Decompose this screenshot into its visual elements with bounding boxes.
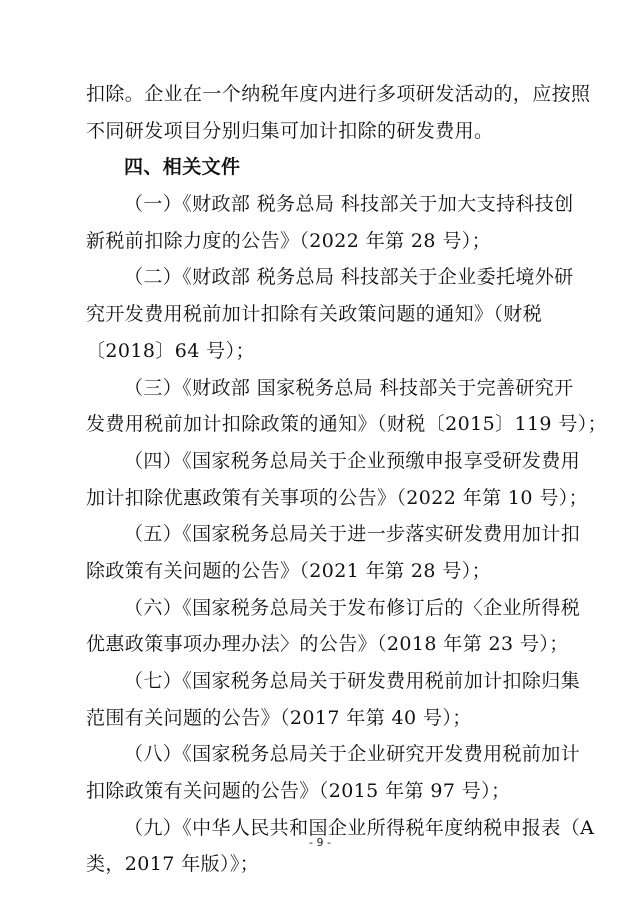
- document-item-6-line1: （六）《国家税务总局关于发布修订后的〈企业所得税: [124, 596, 581, 619]
- document-item-9-line1: （九）《中华人民共和国企业所得税年度纳税申报表（A: [124, 816, 595, 839]
- document-item-5-line1: （五）《国家税务总局关于进一步落实研发费用加计扣: [124, 523, 581, 546]
- document-item-2-line3: 〔2018〕64 号）；: [86, 339, 255, 362]
- document-item-8-line2: 扣除政策有关问题的公告》（2015 年第 97 号）；: [86, 780, 511, 803]
- page-number: - 9 -: [309, 836, 331, 849]
- intro-line: 不同研发项目分别归集可加计扣除的研发费用。: [86, 119, 494, 142]
- document-item-3-line1: （三）《财政部 国家税务总局 科技部关于完善研究开: [124, 376, 574, 399]
- document-item-1-line1: （一）《财政部 税务总局 科技部关于加大支持科技创: [124, 193, 574, 216]
- document-item-1-line2: 新税前扣除力度的公告》（2022 年第 28 号）；: [86, 229, 492, 252]
- document-item-7-line2: 范围有关问题的公告》（2017 年第 40 号）；: [86, 706, 472, 729]
- document-item-9-line2: 类，2017 年版）》；: [86, 853, 260, 876]
- section-heading: 四、相关文件: [124, 156, 241, 179]
- document-item-8-line1: （八）《国家税务总局关于企业研究开发费用税前加计: [124, 743, 581, 766]
- document-item-5-line2: 除政策有关问题的公告》（2021 年第 28 号）；: [86, 559, 492, 582]
- document-item-3-line2: 发费用税前加计扣除政策的通知》（财税〔2015〕119 号）；: [86, 413, 608, 436]
- document-item-4-line2: 加计扣除优惠政策有关事项的公告》（2022 年第 10 号）；: [86, 486, 589, 509]
- document-item-4-line1: （四）《国家税务总局关于企业预缴申报享受研发费用: [124, 449, 581, 472]
- document-item-7-line1: （七）《国家税务总局关于研发费用税前加计扣除归集: [124, 670, 581, 692]
- document-item-6-line2: 优惠政策事项办理办法〉的公告》（2018 年第 23 号）；: [86, 633, 569, 656]
- document-body: [86, 76, 608, 883]
- document-item-2-line2: 究开发费用税前加计扣除有关政策问题的通知》（财税: [86, 303, 543, 326]
- intro-line: 扣除。企业在一个纳税年度内进行多项研发活动的，应按照: [86, 83, 591, 105]
- document-item-2-line1: （二）《财政部 税务总局 科技部关于企业委托境外研: [124, 266, 574, 289]
